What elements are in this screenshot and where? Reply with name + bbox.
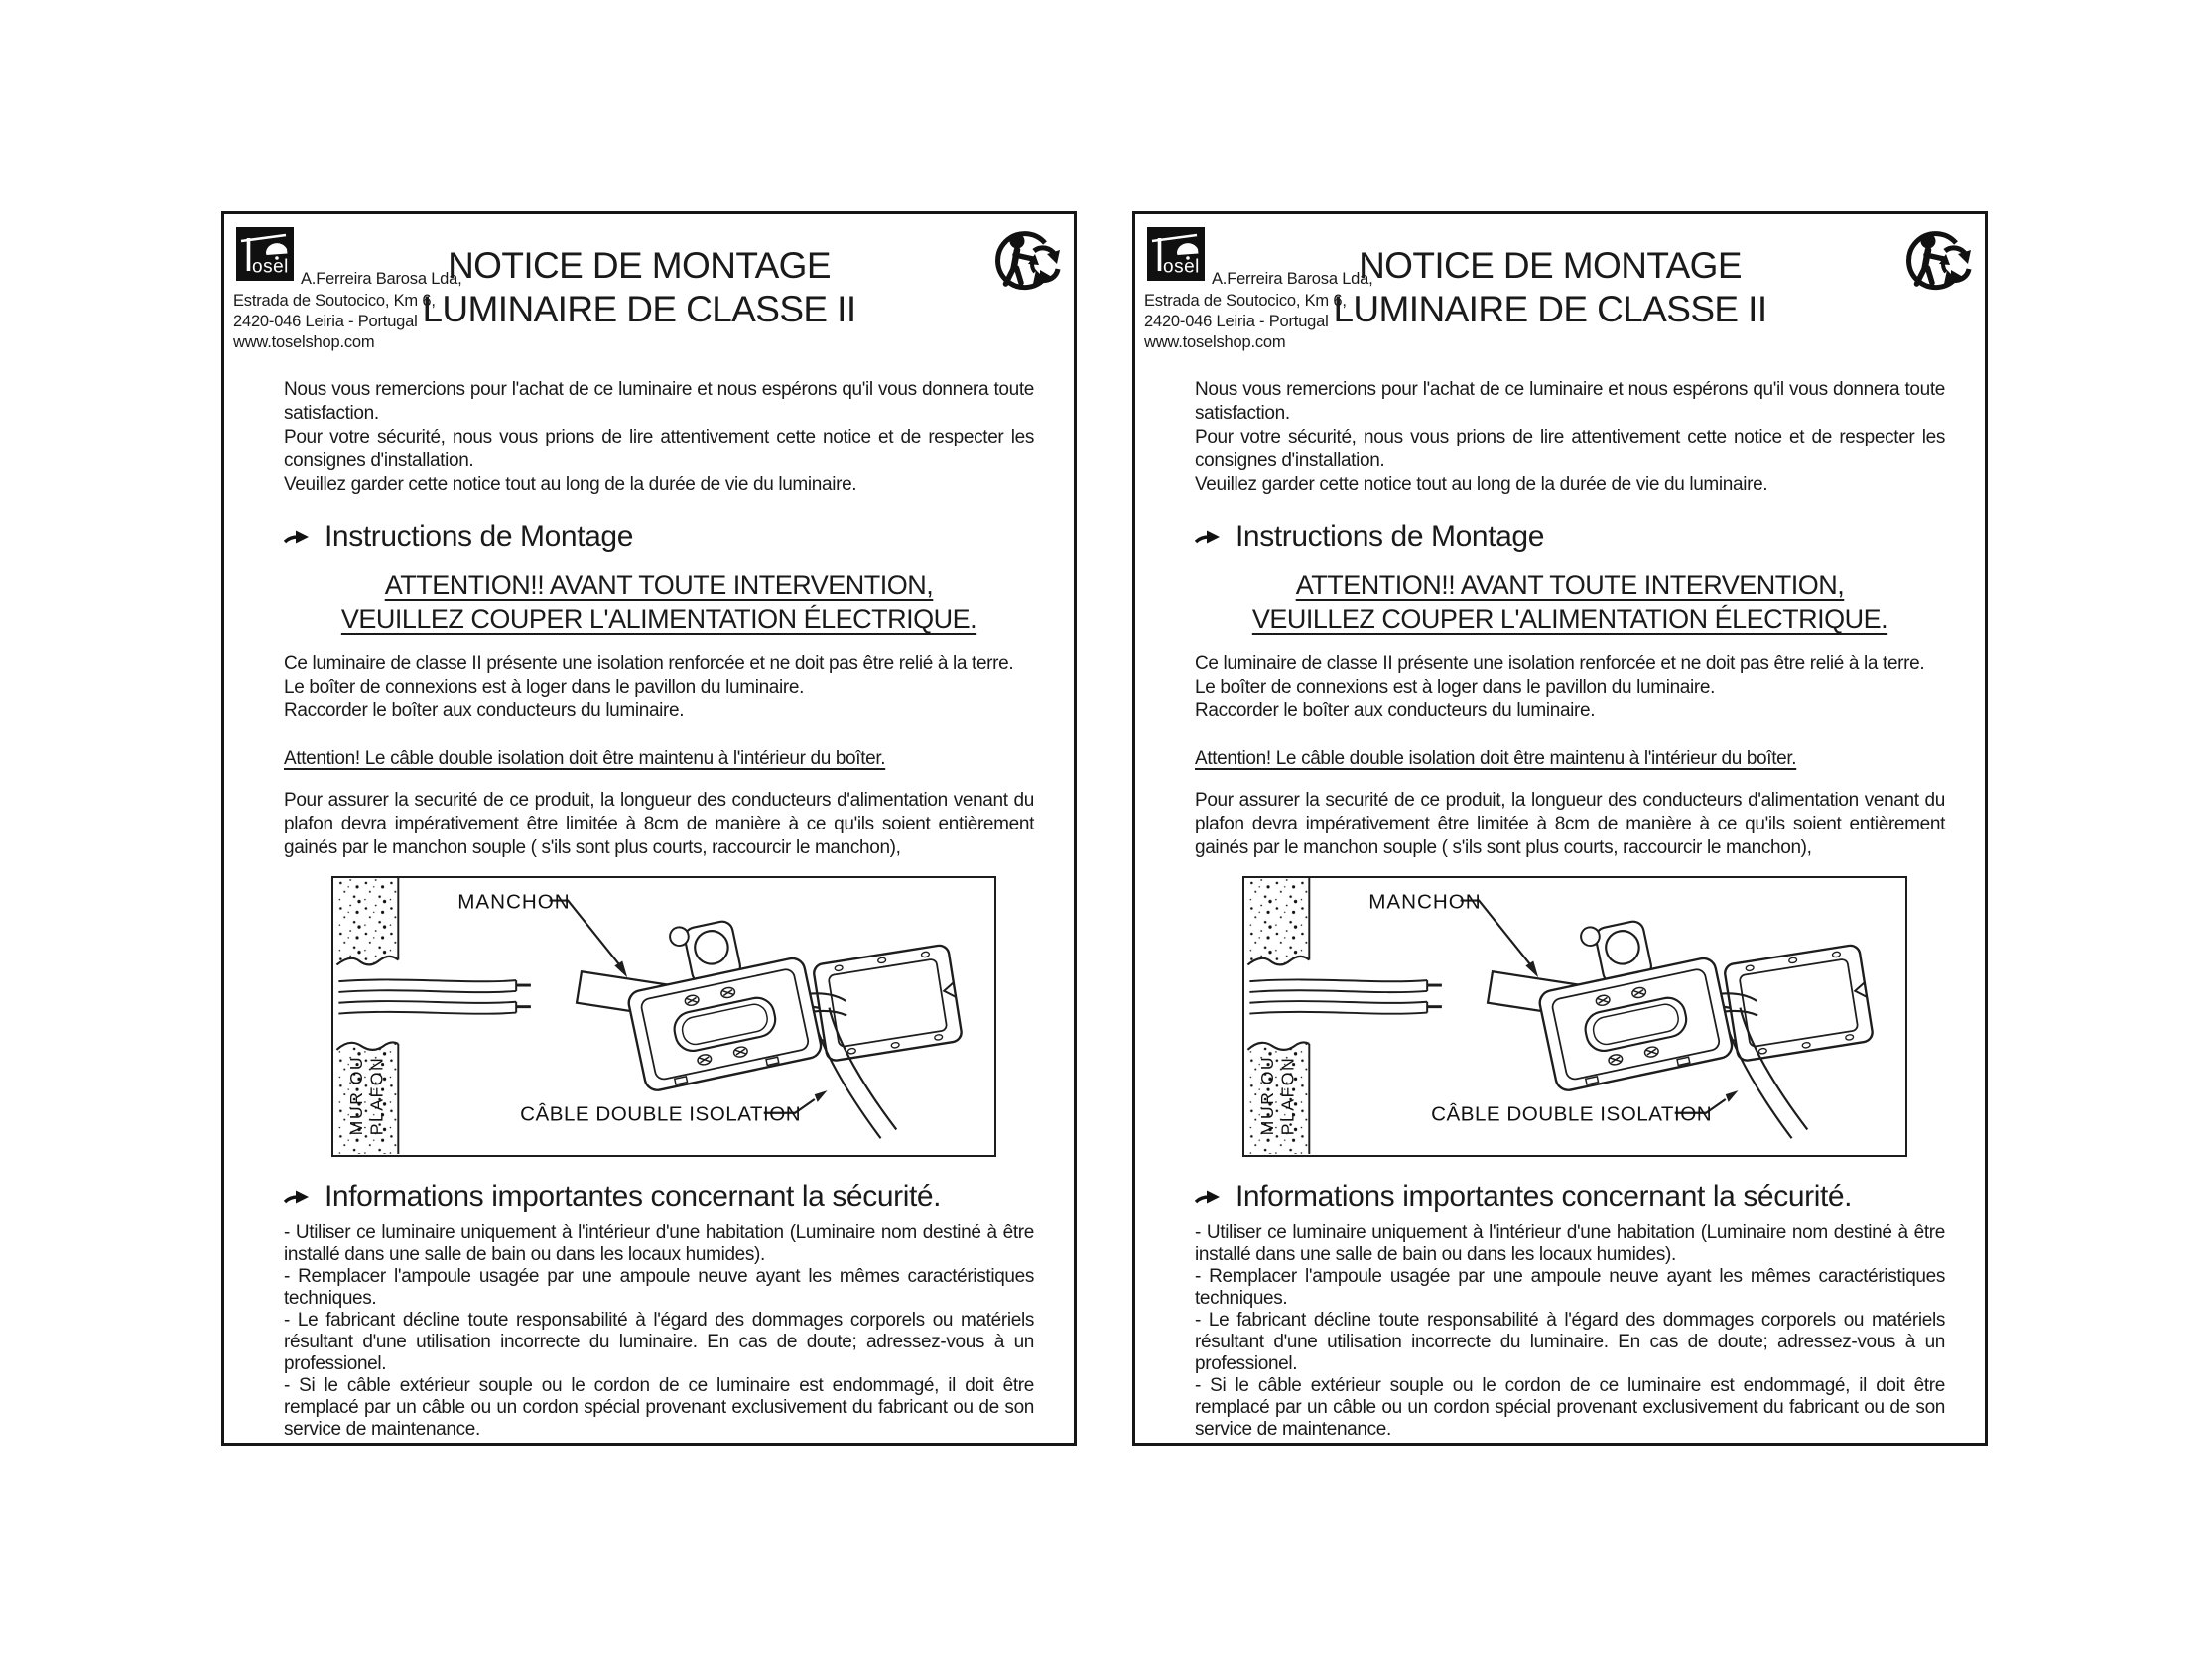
- safety-item: - Utiliser ce luminaire uniquement à l'intérieur d'une habitation (Luminaire nom destiné à être installé dans une salle de bain ou dans les locaux humides).: [284, 1222, 1034, 1265]
- section-arrow-icon: [284, 1187, 310, 1207]
- mounting-diagram-drawing: [1244, 878, 1904, 1154]
- page-header: [224, 214, 1074, 361]
- class2-paragraph: [284, 652, 1034, 723]
- section-arrow-icon: [1195, 1187, 1221, 1207]
- company-website: www.toselshop.com: [1144, 333, 1286, 351]
- power-warning: [1195, 569, 1945, 636]
- safety-item: - Remplacer l'ampoule usagée par une ampoule neuve ayant les mêmes caractéristiques techniques.: [284, 1266, 1034, 1309]
- diagram-label-cable: CÂBLE DOUBLE ISOLATION: [1431, 1102, 1713, 1126]
- page-body: [224, 378, 1074, 1441]
- class2-line3: Raccorder le boîter aux conducteurs du luminaire.: [1195, 701, 1596, 721]
- title-line2: LUMINAIRE DE CLASSE II: [1333, 289, 1767, 329]
- class2-line2: Le boîter de connexions est à loger dans le pavillon du luminaire.: [1195, 677, 1716, 698]
- company-name: A.Ferreira Barosa Lda,: [1212, 270, 1373, 288]
- company-address-line2: 2420-046 Leiria - Portugal: [233, 313, 418, 330]
- diagram-label-manchon: MANCHON: [457, 890, 571, 914]
- class2-paragraph: [1195, 652, 1945, 723]
- safety-heading: [284, 1180, 1034, 1212]
- power-warning-line2: VEUILLEZ COUPER L'ALIMENTATION ÉLECTRIQUE.: [1251, 604, 1888, 634]
- safety-list: [1195, 1222, 1945, 1441]
- mounting-diagram: [1242, 876, 1907, 1157]
- title-line1: NOTICE DE MONTAGE: [1359, 245, 1742, 286]
- company-address-line2: 2420-046 Leiria - Portugal: [1144, 313, 1329, 330]
- mounting-diagram: [331, 876, 996, 1157]
- wall-label-line1: MUR OU: [345, 1055, 366, 1136]
- class2-line1: Ce luminaire de classe II présente une isolation renforcée et ne doit pas être relié à la terre.: [1195, 653, 1925, 674]
- company-name: A.Ferreira Barosa Lda,: [301, 270, 462, 288]
- conductor-length-note: Pour assurer la securité de ce produit, la longueur des conducteurs d'alimentation venant du plafon devra impérativement être limitée à 8cm de manière à ce qu'ils soient entièrement gainés par le manchon souple ( s'ils sont plus courts, raccourcir le manchon),: [284, 790, 1034, 858]
- safety-item: - Remplacer l'ampoule usagée par une ampoule neuve ayant les mêmes caractéristiques techniques.: [1195, 1266, 1945, 1309]
- pendant-lamp-icon: [236, 227, 294, 281]
- wall-label-line2: PLAFON: [366, 1056, 387, 1136]
- safety-list: [284, 1222, 1034, 1441]
- safety-item: - Le fabricant décline toute responsabilité à l'égard des dommages corporels ou matériels résultant d'une utilisation incorrecte du luminaire. En cas de doute; adressez-vous à un professionel.: [1195, 1310, 1945, 1374]
- page-header: [1135, 214, 1985, 361]
- company-website: www.toselshop.com: [233, 333, 375, 351]
- montage-heading-label: Instructions de Montage: [325, 520, 633, 553]
- intro-p2: Pour votre sécurité, nous vous prions de lire attentivement cette notice et de respecter les consignes d'installation.: [1195, 427, 1945, 471]
- title-line2: LUMINAIRE DE CLASSE II: [422, 289, 856, 329]
- diagram-label-cable: CÂBLE DOUBLE ISOLATION: [520, 1102, 802, 1126]
- notice-page: [221, 211, 1077, 1446]
- pendant-lamp-icon: [1147, 227, 1205, 281]
- montage-heading: [284, 520, 1034, 553]
- safety-heading-label: Informations importantes concernant la sécurité.: [1236, 1180, 1853, 1212]
- intro-p2: Pour votre sécurité, nous vous prions de lire attentivement cette notice et de respecter les consignes d'installation.: [284, 427, 1034, 471]
- page-title: [1205, 244, 1895, 331]
- triman-recycling-icon: [1899, 222, 1975, 298]
- diagram-label-manchon: MANCHON: [1368, 890, 1482, 914]
- diagram-label-wall: [1257, 1056, 1298, 1136]
- intro-p3: Veuillez garder cette notice tout au long de la durée de vie du luminaire.: [1195, 474, 1768, 495]
- diagram-label-wall: [346, 1056, 387, 1136]
- safety-heading: [1195, 1180, 1945, 1212]
- tosel-logo: [1147, 227, 1205, 281]
- company-address-line1: Estrada de Soutocico, Km 6,: [1144, 292, 1347, 310]
- safety-item: - Le fabricant décline toute responsabilité à l'égard des dommages corporels ou matériels résultant d'une utilisation incorrecte du luminaire. En cas de doute; adressez-vous à un professionel.: [284, 1310, 1034, 1374]
- wall-label-line2: PLAFON: [1277, 1056, 1298, 1136]
- safety-heading-label: Informations importantes concernant la sécurité.: [325, 1180, 942, 1212]
- notice-page: [1132, 211, 1988, 1446]
- mounting-diagram-drawing: [333, 878, 993, 1154]
- page-body: [1135, 378, 1985, 1441]
- section-arrow-icon: [284, 527, 310, 547]
- triman-recycling-icon: [988, 222, 1064, 298]
- power-warning-line2: VEUILLEZ COUPER L'ALIMENTATION ÉLECTRIQUE.: [340, 604, 977, 634]
- logo-wordmark: osel: [1163, 256, 1200, 278]
- logo-wordmark: osel: [252, 256, 289, 278]
- intro-p3: Veuillez garder cette notice tout au long de la durée de vie du luminaire.: [284, 474, 857, 495]
- power-warning-line1: ATTENTION!! AVANT TOUTE INTERVENTION,: [1295, 571, 1845, 600]
- power-warning: [284, 569, 1034, 636]
- title-line1: NOTICE DE MONTAGE: [448, 245, 831, 286]
- class2-line3: Raccorder le boîter aux conducteurs du luminaire.: [284, 701, 685, 721]
- section-arrow-icon: [1195, 527, 1221, 547]
- montage-heading: [1195, 520, 1945, 553]
- class2-line1: Ce luminaire de classe II présente une isolation renforcée et ne doit pas être relié à la terre.: [284, 653, 1014, 674]
- power-warning-line1: ATTENTION!! AVANT TOUTE INTERVENTION,: [384, 571, 934, 600]
- intro-p1: Nous vous remercions pour l'achat de ce luminaire et nous espérons qu'il vous donnera toute satisfaction.: [1195, 379, 1945, 424]
- montage-heading-label: Instructions de Montage: [1236, 520, 1544, 553]
- cable-attention-note: Attention! Le câble double isolation doit être maintenu à l'intérieur du boîter.: [1195, 748, 1797, 769]
- page-title: [294, 244, 984, 331]
- conductor-length-note: Pour assurer la securité de ce produit, la longueur des conducteurs d'alimentation venant du plafon devra impérativement être limitée à 8cm de manière à ce qu'ils soient entièrement gainés par le manchon souple ( s'ils sont plus courts, raccourcir le manchon),: [1195, 790, 1945, 858]
- wall-label-line1: MUR OU: [1256, 1055, 1277, 1136]
- safety-item: - Si le câble extérieur souple ou le cordon de ce luminaire est endommagé, il doit être remplacé par un câble ou un cordon spécial provenant exclusivement du fabricant ou de son service de maintenance.: [1195, 1375, 1945, 1440]
- intro-paragraphs: [1195, 378, 1945, 497]
- intro-p1: Nous vous remercions pour l'achat de ce luminaire et nous espérons qu'il vous donnera toute satisfaction.: [284, 379, 1034, 424]
- safety-item: - Si le câble extérieur souple ou le cordon de ce luminaire est endommagé, il doit être remplacé par un câble ou un cordon spécial provenant exclusivement du fabricant ou de son service de maintenance.: [284, 1375, 1034, 1440]
- class2-line2: Le boîter de connexions est à loger dans le pavillon du luminaire.: [284, 677, 805, 698]
- tosel-logo: [236, 227, 294, 281]
- company-address-line1: Estrada de Soutocico, Km 6,: [233, 292, 436, 310]
- cable-attention-note: Attention! Le câble double isolation doit être maintenu à l'intérieur du boîter.: [284, 748, 886, 769]
- safety-item: - Utiliser ce luminaire uniquement à l'intérieur d'une habitation (Luminaire nom destiné à être installé dans une salle de bain ou dans les locaux humides).: [1195, 1222, 1945, 1265]
- intro-paragraphs: [284, 378, 1034, 497]
